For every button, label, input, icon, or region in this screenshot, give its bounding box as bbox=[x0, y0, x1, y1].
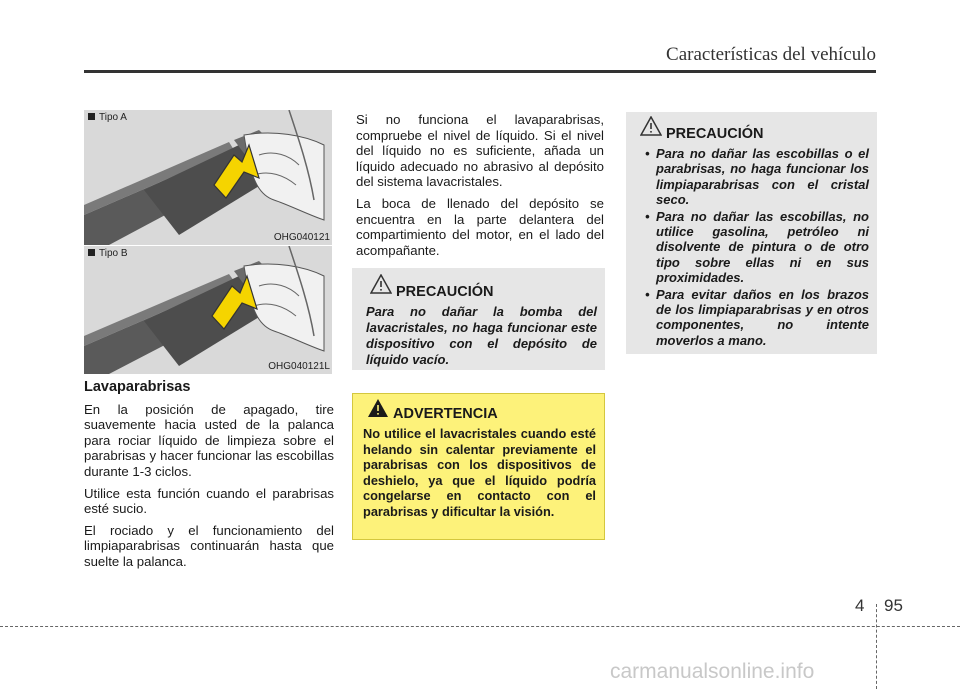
paragraph: Utilice esta función cuando el parabrisas esté sucio. bbox=[84, 485, 334, 517]
caution-box bbox=[352, 268, 605, 370]
wiper-lever-illustration bbox=[84, 246, 332, 374]
chapter-number: 4 bbox=[855, 596, 865, 615]
paragraph: El rociado y el funcionamiento del limpiaparabrisas continuarán hasta que suelte la palanca. bbox=[84, 522, 334, 569]
section-title: Lavaparabrisas bbox=[84, 379, 191, 395]
caution-title: PRECAUCIÓN bbox=[366, 284, 597, 300]
caution-title: PRECAUCIÓN bbox=[636, 126, 869, 142]
warning-text: No utilice el lavacristales cuando esté helando sin calentar previamente el parabrisas con los dispositivos de deshielo, ya que el líquido podría congelarse en contacto con el parabrisas y dificultar la visión. bbox=[363, 426, 596, 519]
warning-box bbox=[352, 393, 605, 540]
figure-label: Tipo A bbox=[88, 112, 127, 123]
figure-label: Tipo B bbox=[88, 248, 128, 259]
warning-triangle-icon bbox=[367, 398, 389, 418]
list-item: • Para evitar daños en los brazos de los limpiaparabrisas y en otros componentes, no intente moverlos a mano. bbox=[645, 286, 869, 348]
left-column bbox=[84, 380, 334, 576]
caution-text: Para no dañar la bomba del lavacristales, no haga funcionar este dispositivo con el depósito de líquido vacío. bbox=[366, 304, 597, 367]
paragraph: La boca de llenado del depósito se encuentra en la parte delantera del compartimiento del motor, en el lado del acompañante. bbox=[356, 195, 604, 258]
caution-box-right bbox=[626, 112, 877, 354]
footer-divider bbox=[876, 604, 877, 689]
watermark: carmanualsonline.info bbox=[610, 660, 815, 683]
header-rule bbox=[84, 70, 876, 73]
figure-type-a bbox=[84, 110, 332, 245]
figure-type-b bbox=[84, 246, 332, 374]
list-item: • Para no dañar las escobillas, no utilice gasolina, petróleo ni disolvente de pintura o de otro tipo sobre ellas ni en sus proximidades. bbox=[645, 208, 869, 286]
paragraph: En la posición de apagado, tire suavemente hacia usted de la palanca para rociar líquido de limpieza sobre el parabrisas y hacer funcionar las escobillas durante 1-3 ciclos. bbox=[84, 401, 334, 479]
caution-triangle-icon bbox=[640, 116, 662, 136]
warning-title: ADVERTENCIA bbox=[363, 406, 596, 422]
figure-code: OHG040121 bbox=[273, 232, 330, 243]
middle-column bbox=[356, 112, 604, 264]
footer-rule bbox=[0, 626, 960, 627]
caution-triangle-icon bbox=[370, 274, 392, 294]
page-number: 95 bbox=[884, 596, 903, 615]
list-item: • Para no dañar las escobillas o el parabrisas, no haga funcionar los limpiaparabrisas con el cristal seco. bbox=[645, 146, 869, 208]
page-header-title: Características del vehículo bbox=[666, 44, 876, 65]
paragraph: Si no funciona el lavaparabrisas, compruebe el nivel de líquido. Si el nivel del líquido no es suficiente, añada un líquido adecuado no abrasivo al depósito del sistema lavacristales. bbox=[356, 112, 604, 190]
caution-list bbox=[636, 146, 869, 348]
figure-code: OHG040121L bbox=[268, 361, 330, 372]
wiper-lever-illustration bbox=[84, 110, 332, 245]
